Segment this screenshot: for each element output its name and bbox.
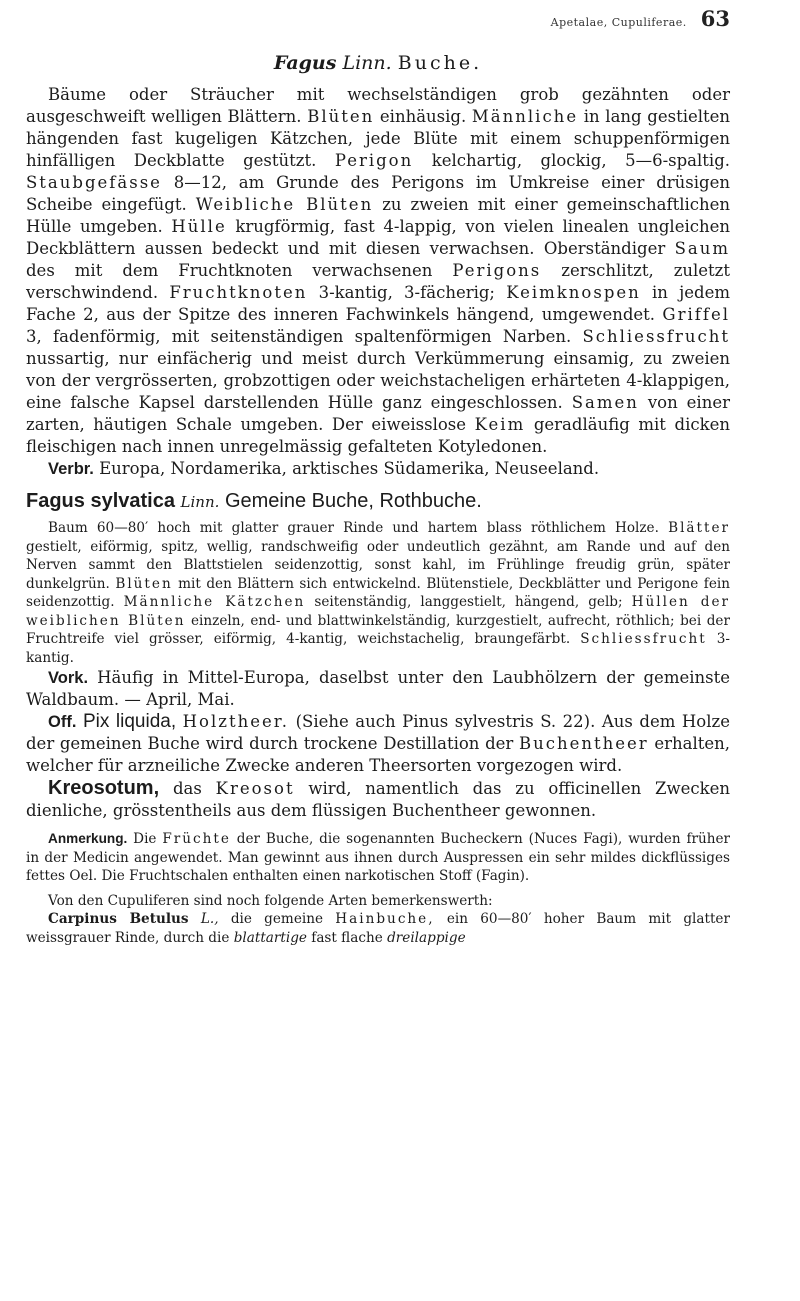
species-officinal: Off. Pix liquida, Holztheer. (Siehe auch Pinus sylvestris S. 22). Aus dem Holze der gemeinen Buche wird durch trockene Destillation der Buchentheer erhalten, welcher für arzneiliche Zwecke anderen Theersorten vorgezogen wird. [26,711,731,775]
species-authority: Linn. [180,493,220,511]
species-title [26,490,730,513]
genus-vernacular: Buche. [397,52,483,74]
page-body [26,52,730,947]
verbr-label: Verbr. [48,460,94,478]
genus-description: Bäume oder Sträucher mit wechselständigen grob gezähnten oder ausgeschweift welligen Blättern. Blüten einhäusig. Männliche in lang gestielten hängenden fast kugeligen Kätzchen, jede Blüte mit einem schuppenförmigen hinfälligen Deckblatte gestützt. Perigon kelchartig, glockig, 5—6-spaltig. Staubgefässe 8—12, am Grunde des Perigons im Umkreise einer drüsigen Scheibe eingefügt. Weibliche Blüten zu zweien mit einer gemeinschaftlichen Hülle umgeben. Hülle krugförmig, fast 4-lappig, von vielen linealen ungleichen Deckblättern aussen bedeckt und mit diesen verwachsen. Oberständiger Saum des mit dem Fruchtknoten verwachsenen Perigons zerschlitzt, zuletzt verschwindend. Fruchtknoten 3-kantig, 3-fächerig; Keimknospen in jedem Fache 2, aus der Spitze des inneren Fachwinkels hängend, umgewendet. Griffel 3, fadenförmig, mit seitenständigen spaltenförmigen Narben. Schliessfrucht nussartig, nur einfächerig und meist durch Verkümmerung einsamig, zu zweien von der vergrösserten, grobzottigen oder weichstacheligen erhärteten 4-klappigen, eine falsche Kapsel darstellenden Hülle ganz eingeschlossen. Samen von einer zarten, häutigen Schale umgeben. Der eiweisslose Keim geradläufig mit dicken fleischigen nach innen unregelmässig gefalteten Kotyledonen. [26,85,731,456]
cupuliferen-intro: Von den Cupuliferen sind noch folgende Arten bemerkenswerth: [48,892,493,909]
page-number: 63 [700,6,730,31]
genus-distribution: Verbr. Europa, Nordamerika, arktisches Südamerika, Neuseeland. [48,459,600,478]
running-head: Apetalae, Cupuliferae. [550,16,687,29]
page-header [0,6,730,31]
genus-name: Fagus [273,52,337,74]
species-vernacular: Gemeine Buche, Rothbuche. [224,490,482,512]
vork-label: Vork. [48,669,89,687]
genus-authority: Linn. [342,52,392,74]
kreosotum-paragraph: Kreosotum, das Kreosot wird, namentlich das zu officinellen Zwecken dienliche, grösstentheils aus dem flüssigen Buchentheer gewonnen. [26,777,731,820]
carpinus-paragraph: Carpinus Betulus L., die gemeine Hainbuche, ein 60—80′ hoher Baum mit glatter weissgrauer Rinde, durch die blattartige fast flache dreilappige [26,911,730,946]
species-name: Fagus sylvatica [26,490,175,512]
note-paragraph: Anmerkung. Die Früchte der Buche, die sogenannten Bucheckern (Nuces Fagi), wurden früher in der Medicin angewendet. Man gewinnt aus ihnen durch Auspressen ein sehr mildes dickflüssiges fettes Oel. Die Fruchtschalen enthalten einen narkotischen Stoff (Fagin). [26,831,731,884]
species-occurrence: Vork. Häufig in Mittel-Europa, daselbst unter den Laubhölzern der gemeinste Waldbaum. — April, Mai. [26,668,731,709]
off-label: Off. [48,713,77,731]
note-label: Anmerkung. [48,831,128,846]
genus-title [26,52,730,74]
species-description: Baum 60—80′ hoch mit glatter grauer Rinde und hartem blass röthlichem Holze. Blätter gestielt, eiförmig, spitz, wellig, randschweifig oder undeutlich gezähnt, am Rande und auf den Nerven sammt den Blattstielen seidenzottig, sonst kahl, im Frühlinge freudig grün, später dunkelgrün. Blüten mit den Blättern sich entwickelnd. Blütenstiele, Deckblätter und Perigone fein seidenzottig. Männliche Kätzchen seitenständig, langgestielt, hängend, gelb; Hüllen der weiblichen Blüten einzeln, end- und blattwinkelständig, kurzgestielt, aufrecht, röthlich; bei der Fruchtreife viel grösser, eiförmig, 4-kantig, weichstachelig, braungefärbt. Schliessfrucht 3-kantig. [26,520,731,666]
